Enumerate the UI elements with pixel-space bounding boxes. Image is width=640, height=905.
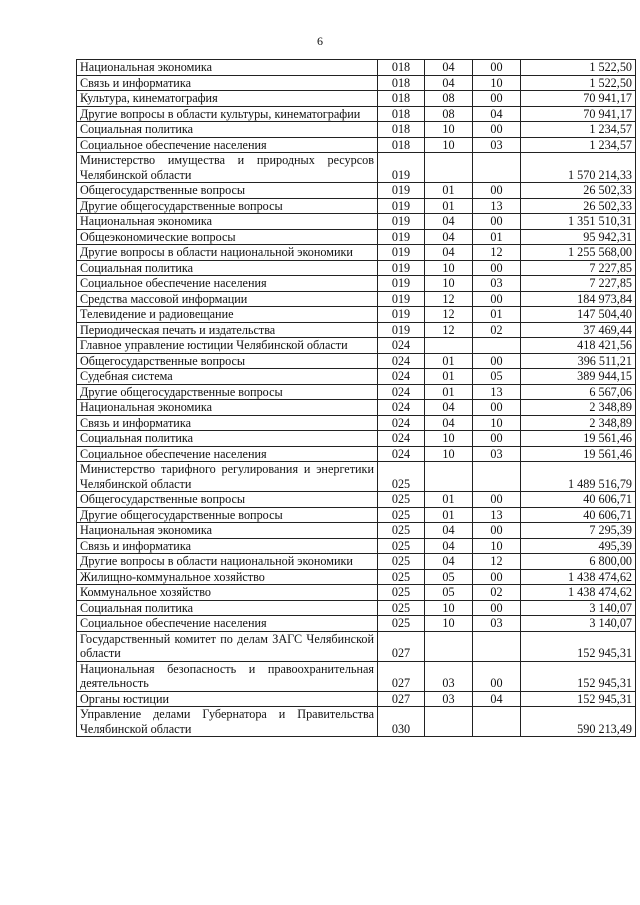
- row-subsection-cell: 00: [473, 60, 521, 76]
- row-amount-cell: 1 522,50: [521, 75, 636, 91]
- table-row: [77, 585, 636, 601]
- row-amount-cell: 152 945,31: [521, 661, 636, 691]
- table-row: [77, 384, 636, 400]
- table-row: [77, 661, 636, 691]
- row-code-cell: 024: [378, 338, 425, 354]
- row-code-cell: 019: [378, 198, 425, 214]
- row-name-cell: Социальная политика: [77, 122, 378, 138]
- row-name-cell: Социальное обеспечение населения: [77, 137, 378, 153]
- row-section-cell: 08: [425, 106, 473, 122]
- row-code-cell: 025: [378, 600, 425, 616]
- row-amount-cell: 19 561,46: [521, 446, 636, 462]
- row-section-cell: 10: [425, 616, 473, 632]
- table-row: [77, 431, 636, 447]
- row-section-cell: 10: [425, 600, 473, 616]
- table-row: [77, 106, 636, 122]
- row-section-cell: 04: [425, 538, 473, 554]
- row-subsection-cell: 10: [473, 415, 521, 431]
- row-code-cell: 025: [378, 554, 425, 570]
- row-code-cell: 024: [378, 446, 425, 462]
- row-amount-cell: 19 561,46: [521, 431, 636, 447]
- row-section-cell: 01: [425, 198, 473, 214]
- row-code-cell: 019: [378, 260, 425, 276]
- row-name-cell: Связь и информатика: [77, 538, 378, 554]
- row-amount-cell: 26 502,33: [521, 198, 636, 214]
- row-amount-cell: 2 348,89: [521, 400, 636, 416]
- table-row: [77, 707, 636, 737]
- row-code-cell: 027: [378, 631, 425, 661]
- table-row: [77, 137, 636, 153]
- table-row: [77, 523, 636, 539]
- row-name-cell: Национальная экономика: [77, 214, 378, 230]
- row-section-cell: 08: [425, 91, 473, 107]
- row-name-cell: Общегосударственные вопросы: [77, 183, 378, 199]
- row-name-cell: Главное управление юстиции Челябинской области: [77, 338, 378, 354]
- row-name-cell: Социальная политика: [77, 600, 378, 616]
- row-code-cell: 018: [378, 137, 425, 153]
- row-subsection-cell: 04: [473, 691, 521, 707]
- row-amount-cell: 40 606,71: [521, 492, 636, 508]
- row-amount-cell: 495,39: [521, 538, 636, 554]
- row-section-cell: 12: [425, 307, 473, 323]
- row-name-cell: Органы юстиции: [77, 691, 378, 707]
- row-code-cell: 025: [378, 585, 425, 601]
- row-section-cell: 04: [425, 229, 473, 245]
- row-subsection-cell: 00: [473, 91, 521, 107]
- row-code-cell: 019: [378, 276, 425, 292]
- row-section-cell: 12: [425, 291, 473, 307]
- row-name-cell: Телевидение и радиовещание: [77, 307, 378, 323]
- row-section-cell: 04: [425, 523, 473, 539]
- row-amount-cell: 147 504,40: [521, 307, 636, 323]
- row-amount-cell: 6 567,06: [521, 384, 636, 400]
- row-amount-cell: 37 469,44: [521, 322, 636, 338]
- row-code-cell: 024: [378, 369, 425, 385]
- row-code-cell: 024: [378, 400, 425, 416]
- row-section-cell: 03: [425, 661, 473, 691]
- row-amount-cell: 3 140,07: [521, 600, 636, 616]
- row-subsection-cell: 00: [473, 260, 521, 276]
- row-subsection-cell: 03: [473, 276, 521, 292]
- row-code-cell: 025: [378, 507, 425, 523]
- table-row: [77, 338, 636, 354]
- row-code-cell: 024: [378, 384, 425, 400]
- row-amount-cell: 3 140,07: [521, 616, 636, 632]
- row-subsection-cell: 12: [473, 245, 521, 261]
- table-row: [77, 307, 636, 323]
- table-row: [77, 60, 636, 76]
- row-amount-cell: 184 973,84: [521, 291, 636, 307]
- row-amount-cell: 590 213,49: [521, 707, 636, 737]
- row-section-cell: 01: [425, 353, 473, 369]
- row-code-cell: 018: [378, 122, 425, 138]
- row-name-cell: Общегосударственные вопросы: [77, 353, 378, 369]
- row-amount-cell: 389 944,15: [521, 369, 636, 385]
- row-subsection-cell: 05: [473, 369, 521, 385]
- row-subsection-cell: 00: [473, 492, 521, 508]
- row-subsection-cell: 02: [473, 585, 521, 601]
- row-amount-cell: 7 227,85: [521, 260, 636, 276]
- table-row: [77, 183, 636, 199]
- row-name-cell: Государственный комитет по делам ЗАГС Челябинской области: [77, 631, 378, 661]
- row-code-cell: 019: [378, 291, 425, 307]
- row-name-cell: Общегосударственные вопросы: [77, 492, 378, 508]
- row-amount-cell: 1 438 474,62: [521, 585, 636, 601]
- row-code-cell: 027: [378, 691, 425, 707]
- row-section-cell: [425, 153, 473, 183]
- table-row: [77, 369, 636, 385]
- row-section-cell: 04: [425, 554, 473, 570]
- row-code-cell: 024: [378, 431, 425, 447]
- row-section-cell: 01: [425, 369, 473, 385]
- row-code-cell: 019: [378, 322, 425, 338]
- row-code-cell: 019: [378, 183, 425, 199]
- row-section-cell: 04: [425, 245, 473, 261]
- row-subsection-cell: 13: [473, 198, 521, 214]
- row-code-cell: 025: [378, 569, 425, 585]
- table-row: [77, 415, 636, 431]
- table-row: [77, 122, 636, 138]
- table-row: [77, 569, 636, 585]
- row-amount-cell: 1 234,57: [521, 137, 636, 153]
- page-number: 6: [317, 34, 323, 48]
- budget-table: [76, 59, 636, 737]
- row-subsection-cell: [473, 462, 521, 492]
- row-amount-cell: 7 227,85: [521, 276, 636, 292]
- row-section-cell: 10: [425, 431, 473, 447]
- row-code-cell: 019: [378, 307, 425, 323]
- row-subsection-cell: [473, 631, 521, 661]
- row-code-cell: 018: [378, 106, 425, 122]
- table-row: [77, 400, 636, 416]
- row-subsection-cell: 00: [473, 400, 521, 416]
- row-name-cell: Связь и информатика: [77, 415, 378, 431]
- row-amount-cell: 40 606,71: [521, 507, 636, 523]
- row-code-cell: 030: [378, 707, 425, 737]
- row-amount-cell: 1 438 474,62: [521, 569, 636, 585]
- row-code-cell: 025: [378, 462, 425, 492]
- row-name-cell: Связь и информатика: [77, 75, 378, 91]
- row-section-cell: 04: [425, 400, 473, 416]
- row-subsection-cell: 04: [473, 106, 521, 122]
- row-code-cell: 018: [378, 60, 425, 76]
- row-section-cell: [425, 338, 473, 354]
- row-name-cell: Средства массовой информации: [77, 291, 378, 307]
- row-code-cell: 024: [378, 415, 425, 431]
- row-name-cell: Национальная экономика: [77, 400, 378, 416]
- row-section-cell: 10: [425, 446, 473, 462]
- row-amount-cell: 418 421,56: [521, 338, 636, 354]
- row-subsection-cell: 00: [473, 122, 521, 138]
- table-row: [77, 492, 636, 508]
- row-name-cell: Социальная политика: [77, 260, 378, 276]
- table-row: [77, 245, 636, 261]
- row-code-cell: 019: [378, 214, 425, 230]
- table-row: [77, 616, 636, 632]
- row-code-cell: 025: [378, 492, 425, 508]
- row-section-cell: 05: [425, 585, 473, 601]
- row-amount-cell: 70 941,17: [521, 106, 636, 122]
- row-section-cell: 03: [425, 691, 473, 707]
- row-amount-cell: 2 348,89: [521, 415, 636, 431]
- row-amount-cell: 152 945,31: [521, 691, 636, 707]
- row-amount-cell: 1 255 568,00: [521, 245, 636, 261]
- row-code-cell: 027: [378, 661, 425, 691]
- row-amount-cell: 1 234,57: [521, 122, 636, 138]
- table-row: [77, 214, 636, 230]
- row-amount-cell: 26 502,33: [521, 183, 636, 199]
- row-amount-cell: 95 942,31: [521, 229, 636, 245]
- row-code-cell: 018: [378, 91, 425, 107]
- row-subsection-cell: 03: [473, 137, 521, 153]
- row-section-cell: 10: [425, 260, 473, 276]
- row-section-cell: [425, 462, 473, 492]
- row-amount-cell: 1 522,50: [521, 60, 636, 76]
- row-name-cell: Министерство тарифного регулирования и энергетики Челябинской области: [77, 462, 378, 492]
- row-code-cell: 019: [378, 229, 425, 245]
- row-name-cell: Социальная политика: [77, 431, 378, 447]
- row-subsection-cell: 12: [473, 554, 521, 570]
- table-row: [77, 153, 636, 183]
- row-subsection-cell: 00: [473, 291, 521, 307]
- row-amount-cell: 6 800,00: [521, 554, 636, 570]
- table-row: [77, 276, 636, 292]
- row-section-cell: [425, 631, 473, 661]
- row-name-cell: Другие общегосударственные вопросы: [77, 384, 378, 400]
- row-code-cell: 025: [378, 538, 425, 554]
- row-name-cell: Национальная экономика: [77, 60, 378, 76]
- row-section-cell: 01: [425, 492, 473, 508]
- table-row: [77, 229, 636, 245]
- row-section-cell: 10: [425, 122, 473, 138]
- table-row: [77, 75, 636, 91]
- row-subsection-cell: [473, 707, 521, 737]
- table-row: [77, 554, 636, 570]
- row-subsection-cell: 01: [473, 307, 521, 323]
- row-subsection-cell: 00: [473, 661, 521, 691]
- row-subsection-cell: 10: [473, 75, 521, 91]
- row-subsection-cell: 10: [473, 538, 521, 554]
- table-row: [77, 291, 636, 307]
- row-name-cell: Национальная безопасность и правоохранительная деятельность: [77, 661, 378, 691]
- row-section-cell: 05: [425, 569, 473, 585]
- row-subsection-cell: 13: [473, 507, 521, 523]
- row-section-cell: 04: [425, 60, 473, 76]
- row-code-cell: 019: [378, 245, 425, 261]
- row-subsection-cell: 00: [473, 600, 521, 616]
- row-amount-cell: 70 941,17: [521, 91, 636, 107]
- table-row: [77, 462, 636, 492]
- row-section-cell: 01: [425, 384, 473, 400]
- table-row: [77, 538, 636, 554]
- row-name-cell: Другие общегосударственные вопросы: [77, 198, 378, 214]
- row-amount-cell: 7 295,39: [521, 523, 636, 539]
- row-name-cell: Управление делами Губернатора и Правительства Челябинской области: [77, 707, 378, 737]
- table-row: [77, 322, 636, 338]
- row-name-cell: Национальная экономика: [77, 523, 378, 539]
- row-section-cell: 04: [425, 415, 473, 431]
- row-name-cell: Другие вопросы в области национальной экономики: [77, 554, 378, 570]
- row-name-cell: Культура, кинематография: [77, 91, 378, 107]
- row-subsection-cell: 03: [473, 616, 521, 632]
- table-row: [77, 631, 636, 661]
- row-subsection-cell: 13: [473, 384, 521, 400]
- row-subsection-cell: 00: [473, 569, 521, 585]
- row-code-cell: 019: [378, 153, 425, 183]
- row-subsection-cell: 00: [473, 431, 521, 447]
- row-amount-cell: 396 511,21: [521, 353, 636, 369]
- row-subsection-cell: 00: [473, 214, 521, 230]
- row-name-cell: Министерство имущества и природных ресурсов Челябинской области: [77, 153, 378, 183]
- row-subsection-cell: 00: [473, 353, 521, 369]
- row-name-cell: Жилищно-коммунальное хозяйство: [77, 569, 378, 585]
- table-row: [77, 507, 636, 523]
- row-subsection-cell: [473, 153, 521, 183]
- budget-table-body: [77, 60, 636, 737]
- row-code-cell: 018: [378, 75, 425, 91]
- row-name-cell: Общеэкономические вопросы: [77, 229, 378, 245]
- row-subsection-cell: 00: [473, 523, 521, 539]
- table-row: [77, 198, 636, 214]
- row-section-cell: [425, 707, 473, 737]
- row-code-cell: 025: [378, 616, 425, 632]
- table-row: [77, 91, 636, 107]
- row-section-cell: 01: [425, 507, 473, 523]
- row-subsection-cell: 02: [473, 322, 521, 338]
- row-code-cell: 025: [378, 523, 425, 539]
- row-name-cell: Социальное обеспечение населения: [77, 276, 378, 292]
- row-amount-cell: 1 351 510,31: [521, 214, 636, 230]
- table-row: [77, 353, 636, 369]
- row-amount-cell: 152 945,31: [521, 631, 636, 661]
- row-name-cell: Другие общегосударственные вопросы: [77, 507, 378, 523]
- row-name-cell: Судебная система: [77, 369, 378, 385]
- row-section-cell: 10: [425, 276, 473, 292]
- row-amount-cell: 1 489 516,79: [521, 462, 636, 492]
- row-section-cell: 10: [425, 137, 473, 153]
- row-name-cell: Социальное обеспечение населения: [77, 446, 378, 462]
- row-subsection-cell: 00: [473, 183, 521, 199]
- row-section-cell: 01: [425, 183, 473, 199]
- table-row: [77, 691, 636, 707]
- row-section-cell: 12: [425, 322, 473, 338]
- table-row: [77, 260, 636, 276]
- table-row: [77, 446, 636, 462]
- row-amount-cell: 1 570 214,33: [521, 153, 636, 183]
- row-subsection-cell: 03: [473, 446, 521, 462]
- row-name-cell: Другие вопросы в области культуры, кинематографии: [77, 106, 378, 122]
- row-code-cell: 024: [378, 353, 425, 369]
- row-name-cell: Другие вопросы в области национальной экономики: [77, 245, 378, 261]
- row-name-cell: Социальное обеспечение населения: [77, 616, 378, 632]
- row-subsection-cell: [473, 338, 521, 354]
- row-name-cell: Коммунальное хозяйство: [77, 585, 378, 601]
- row-section-cell: 04: [425, 214, 473, 230]
- row-name-cell: Периодическая печать и издательства: [77, 322, 378, 338]
- table-row: [77, 600, 636, 616]
- row-subsection-cell: 01: [473, 229, 521, 245]
- row-section-cell: 04: [425, 75, 473, 91]
